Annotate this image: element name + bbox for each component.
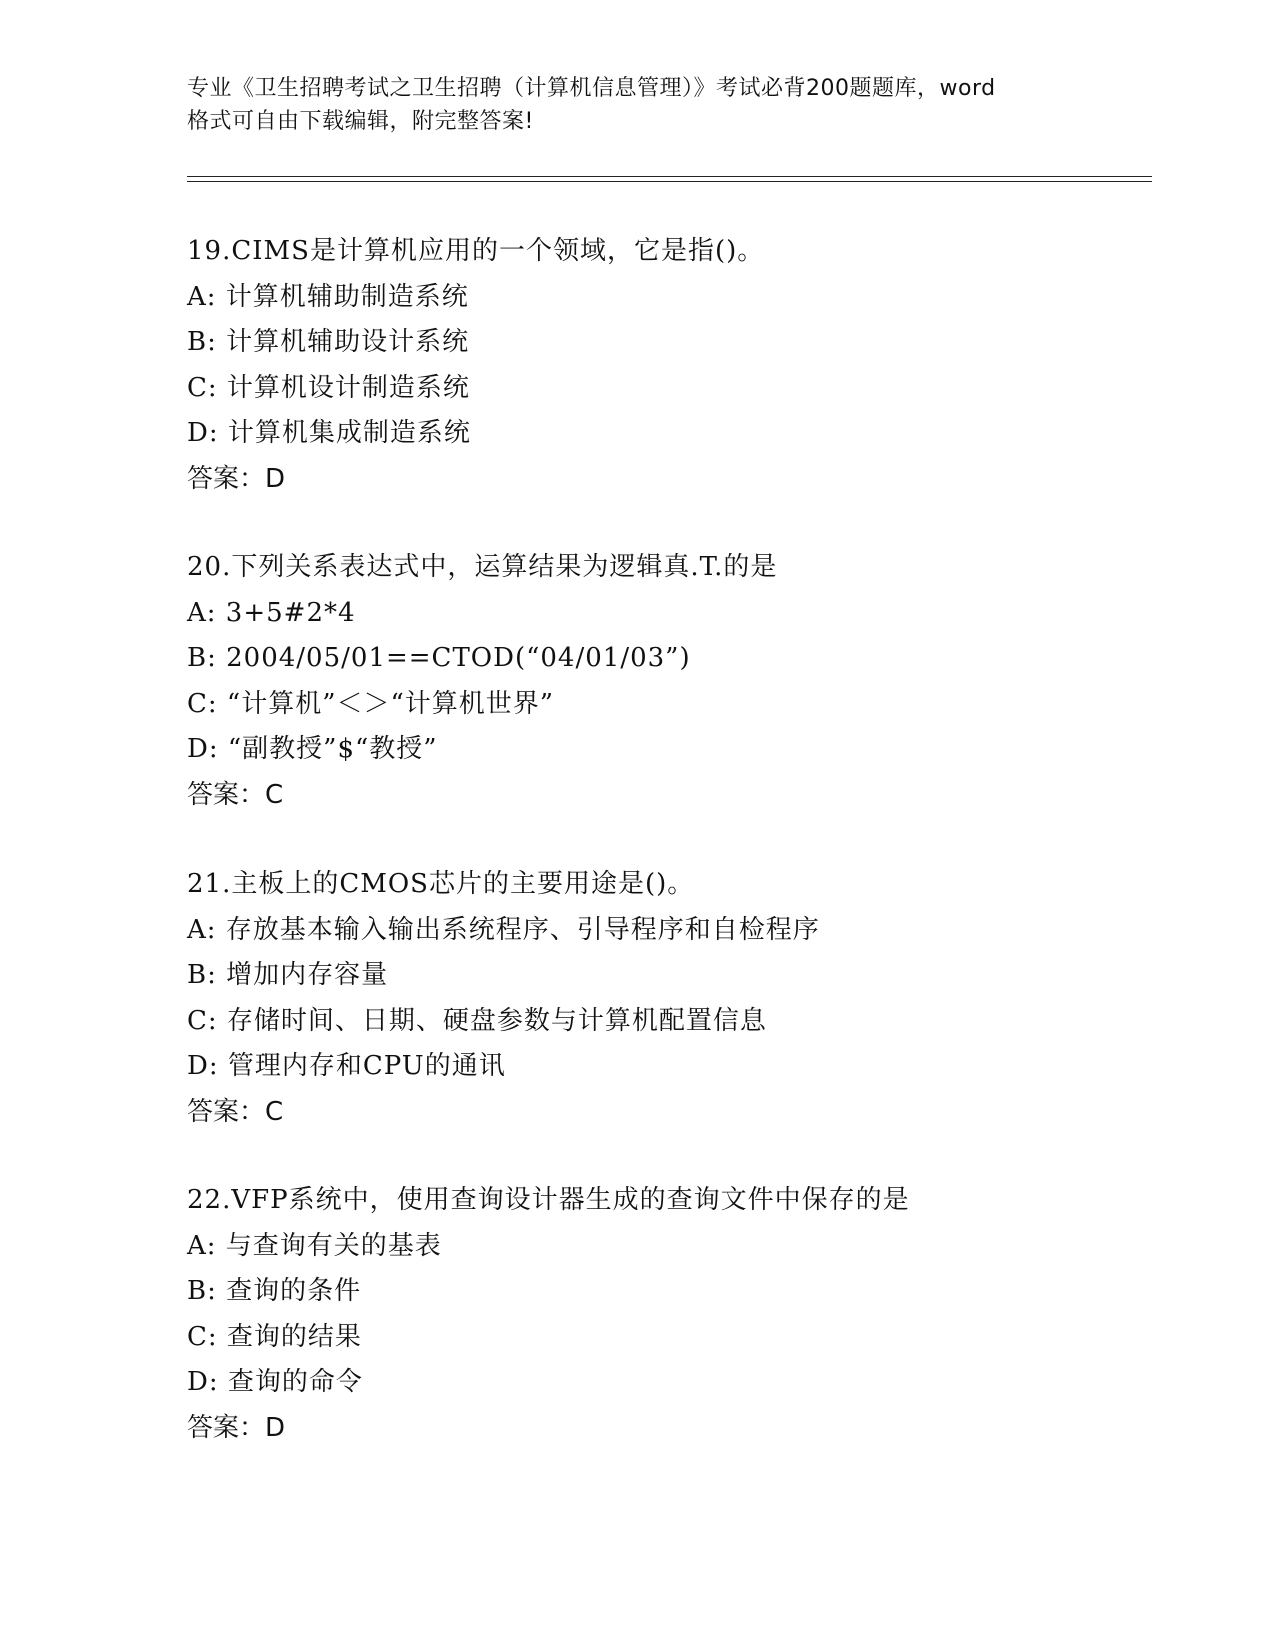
option-c: C: “计算机”＜＞“计算机世界” (187, 688, 555, 719)
header-divider-top (187, 176, 1152, 177)
option-d: D: 计算机集成制造系统 (187, 418, 471, 448)
answer-label: 答案：D (187, 463, 286, 494)
question-stem: 21.主板上的CMOS芯片的主要用途是()。 (187, 869, 695, 899)
question-20 (187, 545, 1147, 818)
header-line-1: 专业《卫生招聘考试之卫生招聘（计算机信息管理）》考试必背200题题库，word (187, 76, 996, 101)
answer-label: 答案：C (187, 1096, 284, 1127)
question-stem: 20.下列关系表达式中，运算结果为逻辑真.T.的是 (187, 552, 778, 582)
question-19 (187, 229, 1147, 502)
option-a: A: 存放基本输入输出系统程序、引导程序和自检程序 (187, 914, 820, 945)
option-a: A: 计算机辅助制造系统 (187, 281, 469, 312)
option-c: C: 存储时间、日期、硬盘参数与计算机配置信息 (187, 1005, 767, 1036)
option-b: B: 增加内存容量 (187, 960, 389, 990)
header-divider-bottom (187, 181, 1152, 182)
option-b: B: 2004/05/01==CTOD(“04/01/03”) (187, 643, 691, 673)
question-stem: 22.VFP系统中，使用查询设计器生成的查询文件中保存的是 (187, 1185, 910, 1215)
header-line-2: 格式可自由下载编辑，附完整答案! (187, 109, 534, 134)
question-21 (187, 862, 1147, 1135)
question-22 (187, 1178, 1147, 1451)
option-c: C: 查询的结果 (187, 1321, 362, 1352)
option-d: D: “副教授”$“教授” (187, 734, 438, 764)
option-c: C: 计算机设计制造系统 (187, 372, 470, 403)
option-b: B: 查询的条件 (187, 1276, 362, 1306)
option-d: D: 查询的命令 (187, 1367, 363, 1397)
answer-label: 答案：C (187, 779, 284, 810)
option-a: A: 与查询有关的基表 (187, 1230, 442, 1261)
option-a: A: 3+5#2*4 (187, 597, 356, 628)
option-b: B: 计算机辅助设计系统 (187, 327, 470, 357)
option-d: D: 管理内存和CPU的通讯 (187, 1051, 506, 1081)
question-stem: 19.CIMS是计算机应用的一个领域，它是指()。 (187, 236, 765, 266)
document-header (187, 72, 1087, 138)
answer-label: 答案：D (187, 1412, 286, 1443)
